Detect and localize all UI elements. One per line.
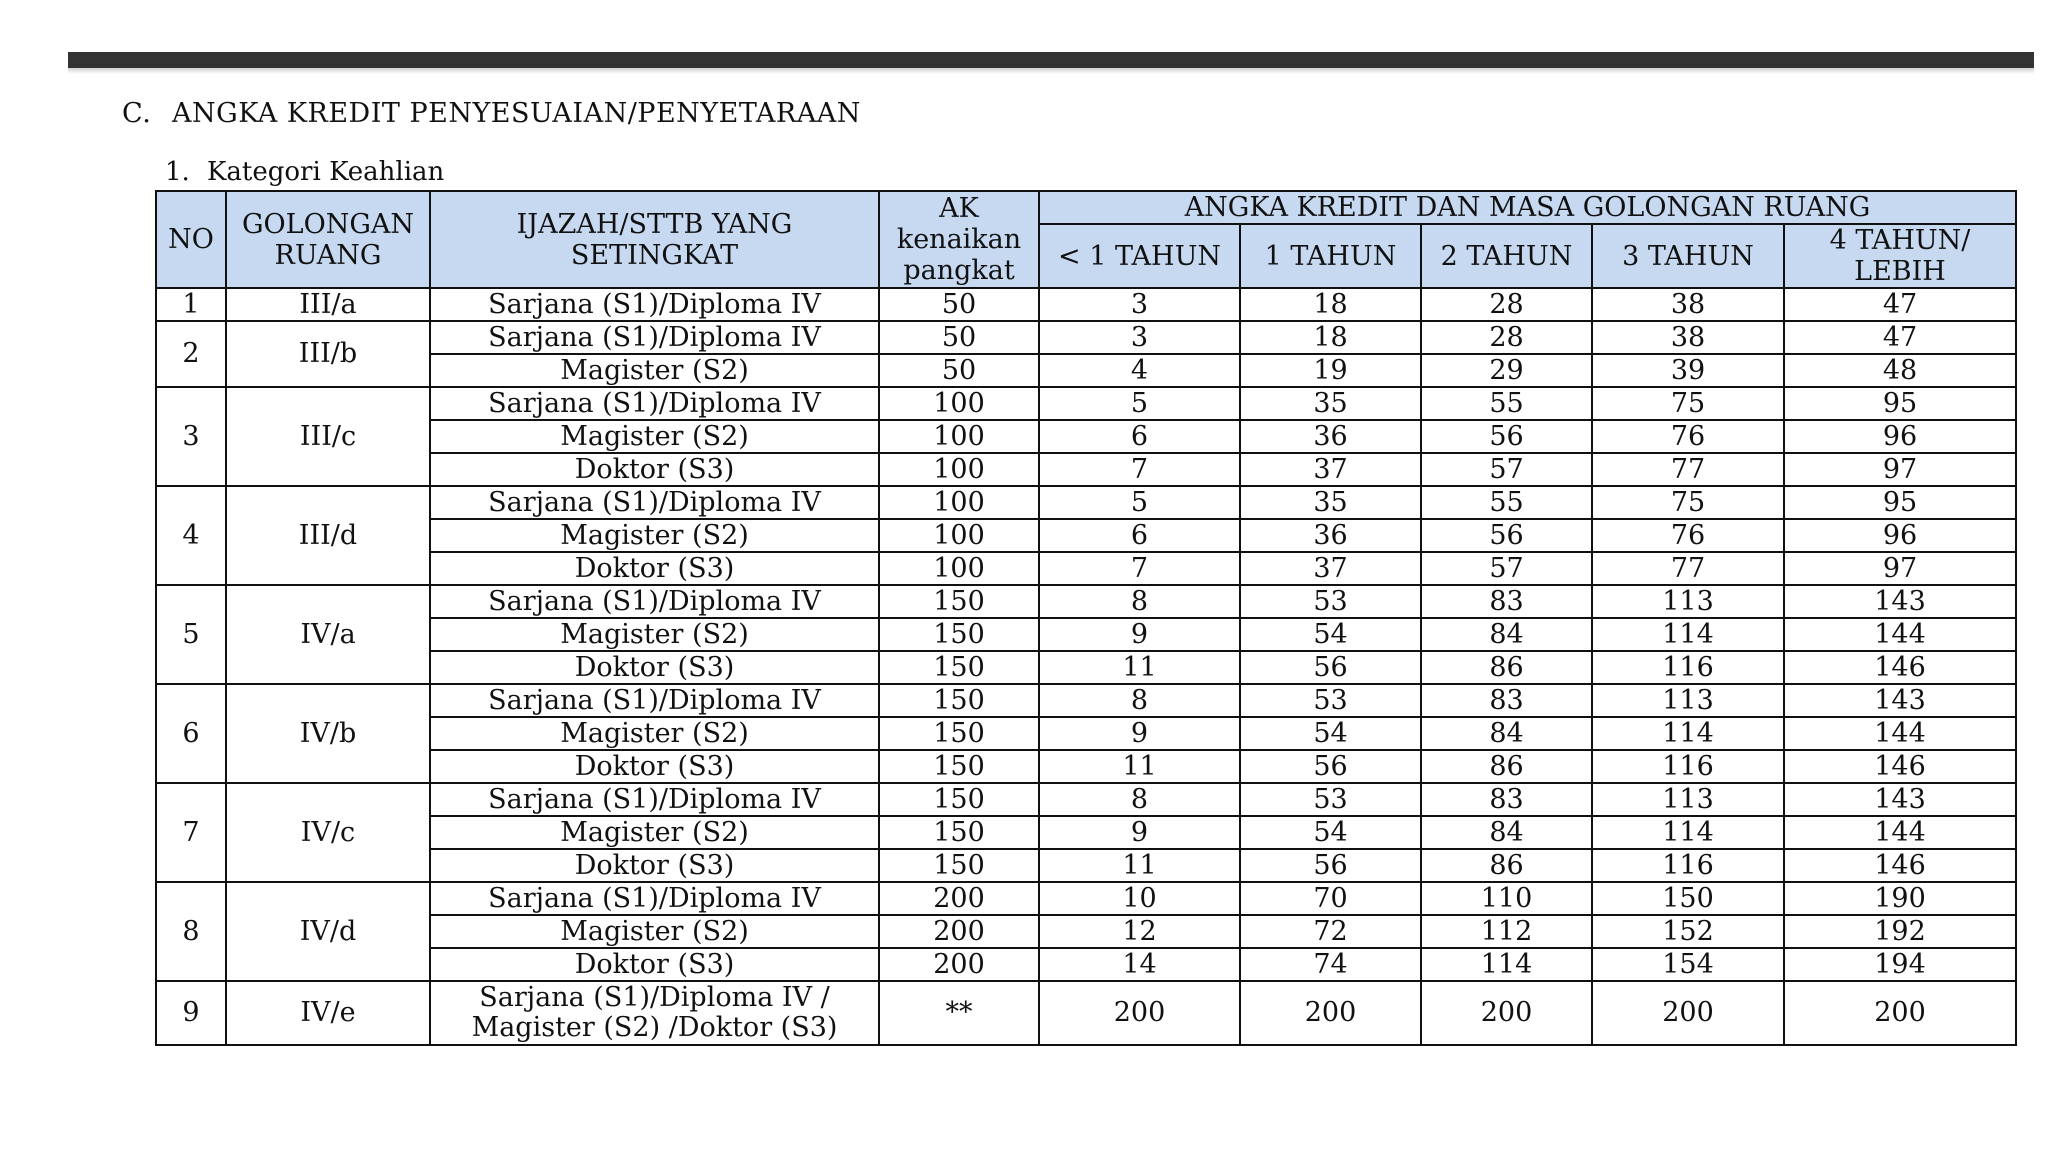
- table-row: [156, 948, 2016, 981]
- cell-lt1: 3: [1039, 288, 1240, 321]
- table-row: [156, 420, 2016, 453]
- header-group: ANGKA KREDIT DAN MASA GOLONGAN RUANG: [1039, 191, 2016, 224]
- table-row: [156, 585, 2016, 618]
- cell-2-tahun: 110: [1421, 882, 1592, 915]
- cell-3-tahun: 77: [1592, 552, 1784, 585]
- cell-ijazah: Doktor (S3): [430, 552, 879, 585]
- cell-3-tahun: 38: [1592, 321, 1784, 354]
- cell-ak: 100: [879, 387, 1039, 420]
- header-col-4plus-line2: LEBIH: [1854, 256, 1946, 287]
- cell-3-tahun: 150: [1592, 882, 1784, 915]
- cell-2-tahun: 200: [1421, 981, 1592, 1045]
- cell-3-tahun: 114: [1592, 816, 1784, 849]
- cell-golongan: III/b: [226, 321, 430, 387]
- cell-lt1: 8: [1039, 585, 1240, 618]
- subsection-number: 1.: [165, 157, 190, 187]
- header-ak-line3: pangkat: [903, 255, 1015, 286]
- cell-1-tahun: 35: [1240, 486, 1421, 519]
- cell-3-tahun: 114: [1592, 618, 1784, 651]
- table-row: [156, 915, 2016, 948]
- cell-ak: 100: [879, 519, 1039, 552]
- cell-golongan: IV/d: [226, 882, 430, 981]
- header-golongan-line2: RUANG: [274, 239, 382, 271]
- cell-4-tahun-plus: 144: [1784, 717, 2016, 750]
- cell-no: 4: [156, 486, 226, 585]
- cell-2-tahun: 86: [1421, 750, 1592, 783]
- table-row: [156, 486, 2016, 519]
- cell-1-tahun: 56: [1240, 651, 1421, 684]
- cell-2-tahun: 56: [1421, 420, 1592, 453]
- cell-2-tahun: 55: [1421, 486, 1592, 519]
- cell-1-tahun: 19: [1240, 354, 1421, 387]
- section-title: ANGKA KREDIT PENYESUAIAN/PENYETARAAN: [172, 98, 861, 129]
- cell-ak: 150: [879, 816, 1039, 849]
- cell-lt1: 9: [1039, 816, 1240, 849]
- table-row: [156, 387, 2016, 420]
- cell-4-tahun-plus: 143: [1784, 585, 2016, 618]
- cell-2-tahun: 28: [1421, 288, 1592, 321]
- cell-2-tahun: 114: [1421, 948, 1592, 981]
- cell-3-tahun: 38: [1592, 288, 1784, 321]
- table-row: [156, 519, 2016, 552]
- cell-1-tahun: 53: [1240, 684, 1421, 717]
- cell-1-tahun: 72: [1240, 915, 1421, 948]
- cell-4-tahun-plus: 146: [1784, 750, 2016, 783]
- cell-2-tahun: 83: [1421, 783, 1592, 816]
- cell-1-tahun: 56: [1240, 849, 1421, 882]
- subsection-title: Kategori Keahlian: [207, 157, 445, 187]
- cell-ak: 150: [879, 618, 1039, 651]
- cell-3-tahun: 113: [1592, 684, 1784, 717]
- cell-ijazah: Magister (S2): [430, 915, 879, 948]
- cell-no: 3: [156, 387, 226, 486]
- table-row: [156, 288, 2016, 321]
- section-letter: C.: [122, 98, 152, 129]
- cell-ijazah: Sarjana (S1)/Diploma IV: [430, 783, 879, 816]
- cell-lt1: 200: [1039, 981, 1240, 1045]
- cell-2-tahun: 86: [1421, 849, 1592, 882]
- cell-golongan: IV/c: [226, 783, 430, 882]
- table-row: [156, 750, 2016, 783]
- cell-no: 7: [156, 783, 226, 882]
- cell-1-tahun: 200: [1240, 981, 1421, 1045]
- cell-2-tahun: 28: [1421, 321, 1592, 354]
- cell-ijazah: Doktor (S3): [430, 849, 879, 882]
- top-bar: [68, 52, 2034, 68]
- cell-4-tahun-plus: 47: [1784, 321, 2016, 354]
- cell-1-tahun: 54: [1240, 618, 1421, 651]
- cell-1-tahun: 37: [1240, 453, 1421, 486]
- header-col-2: 2 TAHUN: [1421, 224, 1592, 288]
- cell-2-tahun: 57: [1421, 552, 1592, 585]
- cell-ijazah: Sarjana (S1)/Diploma IV: [430, 882, 879, 915]
- header-col-lt1: < 1 TAHUN: [1039, 224, 1240, 288]
- cell-3-tahun: 116: [1592, 849, 1784, 882]
- cell-3-tahun: 154: [1592, 948, 1784, 981]
- cell-4-tahun-plus: 200: [1784, 981, 2016, 1045]
- cell-4-tahun-plus: 143: [1784, 783, 2016, 816]
- cell-no: 8: [156, 882, 226, 981]
- header-ak-line2: kenaikan: [896, 224, 1022, 255]
- cell-ak: 200: [879, 948, 1039, 981]
- header-col-4plus: [1784, 224, 2016, 288]
- cell-lt1: 7: [1039, 552, 1240, 585]
- cell-4-tahun-plus: 97: [1784, 552, 2016, 585]
- cell-2-tahun: 86: [1421, 651, 1592, 684]
- cell-golongan: III/c: [226, 387, 430, 486]
- cell-golongan: IV/a: [226, 585, 430, 684]
- cell-2-tahun: 84: [1421, 618, 1592, 651]
- cell-ak: 50: [879, 321, 1039, 354]
- cell-4-tahun-plus: 143: [1784, 684, 2016, 717]
- header-ak: [879, 191, 1039, 288]
- cell-3-tahun: 114: [1592, 717, 1784, 750]
- cell-1-tahun: 36: [1240, 519, 1421, 552]
- cell-1-tahun: 70: [1240, 882, 1421, 915]
- cell-3-tahun: 113: [1592, 585, 1784, 618]
- cell-ijazah: [430, 981, 879, 1045]
- cell-ijazah: Sarjana (S1)/Diploma IV: [430, 684, 879, 717]
- cell-ijazah: Sarjana (S1)/Diploma IV: [430, 321, 879, 354]
- cell-lt1: 9: [1039, 618, 1240, 651]
- header-col-3: 3 TAHUN: [1592, 224, 1784, 288]
- table-row: [156, 651, 2016, 684]
- cell-ak: 100: [879, 552, 1039, 585]
- cell-4-tahun-plus: 95: [1784, 387, 2016, 420]
- header-golongan-line1: GOLONGAN: [241, 208, 415, 240]
- cell-4-tahun-plus: 144: [1784, 816, 2016, 849]
- table-body: [156, 288, 2016, 1045]
- cell-ak: 150: [879, 585, 1039, 618]
- cell-1-tahun: 56: [1240, 750, 1421, 783]
- table-row: [156, 453, 2016, 486]
- cell-lt1: 12: [1039, 915, 1240, 948]
- cell-ijazah: Doktor (S3): [430, 948, 879, 981]
- cell-2-tahun: 83: [1421, 684, 1592, 717]
- cell-1-tahun: 35: [1240, 387, 1421, 420]
- table-row: [156, 882, 2016, 915]
- cell-lt1: 11: [1039, 750, 1240, 783]
- section-heading: [122, 98, 861, 129]
- cell-ak: 150: [879, 783, 1039, 816]
- cell-ijazah: Sarjana (S1)/Diploma IV: [430, 585, 879, 618]
- cell-ak: 150: [879, 849, 1039, 882]
- cell-ijazah: Magister (S2): [430, 717, 879, 750]
- cell-lt1: 6: [1039, 420, 1240, 453]
- table-row: [156, 684, 2016, 717]
- cell-golongan: III/d: [226, 486, 430, 585]
- cell-ijazah: Magister (S2): [430, 816, 879, 849]
- cell-lt1: 5: [1039, 486, 1240, 519]
- cell-lt1: 3: [1039, 321, 1240, 354]
- cell-golongan: III/a: [226, 288, 430, 321]
- cell-ijazah: Sarjana (S1)/Diploma IV: [430, 288, 879, 321]
- cell-3-tahun: 75: [1592, 387, 1784, 420]
- cell-ijazah: Doktor (S3): [430, 750, 879, 783]
- cell-3-tahun: 39: [1592, 354, 1784, 387]
- cell-ak: 200: [879, 882, 1039, 915]
- header-ak-line1: AK: [939, 193, 979, 224]
- table-row: [156, 981, 2016, 1045]
- cell-lt1: 7: [1039, 453, 1240, 486]
- table-row: [156, 354, 2016, 387]
- cell-1-tahun: 54: [1240, 816, 1421, 849]
- cell-2-tahun: 57: [1421, 453, 1592, 486]
- cell-4-tahun-plus: 96: [1784, 519, 2016, 552]
- cell-lt1: 11: [1039, 651, 1240, 684]
- header-ijazah-line2: SETINGKAT: [570, 239, 739, 271]
- cell-no: 1: [156, 288, 226, 321]
- cell-ijazah: Magister (S2): [430, 618, 879, 651]
- cell-ijazah: Magister (S2): [430, 420, 879, 453]
- header-col-1: 1 TAHUN: [1240, 224, 1421, 288]
- cell-4-tahun-plus: 96: [1784, 420, 2016, 453]
- cell-4-tahun-plus: 194: [1784, 948, 2016, 981]
- cell-2-tahun: 84: [1421, 717, 1592, 750]
- cell-1-tahun: 53: [1240, 783, 1421, 816]
- cell-ijazah: Magister (S2): [430, 354, 879, 387]
- table-row: [156, 816, 2016, 849]
- cell-4-tahun-plus: 97: [1784, 453, 2016, 486]
- cell-ijazah-line1: Sarjana (S1)/Diploma IV /: [479, 982, 830, 1013]
- cell-lt1: 8: [1039, 783, 1240, 816]
- cell-lt1: 8: [1039, 684, 1240, 717]
- cell-3-tahun: 75: [1592, 486, 1784, 519]
- cell-4-tahun-plus: 47: [1784, 288, 2016, 321]
- cell-lt1: 11: [1039, 849, 1240, 882]
- cell-ak: 200: [879, 915, 1039, 948]
- cell-golongan: IV/e: [226, 981, 430, 1045]
- cell-1-tahun: 18: [1240, 288, 1421, 321]
- header-ijazah: [430, 191, 879, 288]
- cell-ak: 150: [879, 651, 1039, 684]
- cell-1-tahun: 18: [1240, 321, 1421, 354]
- cell-lt1: 10: [1039, 882, 1240, 915]
- cell-3-tahun: 77: [1592, 453, 1784, 486]
- table-row: [156, 618, 2016, 651]
- cell-1-tahun: 53: [1240, 585, 1421, 618]
- cell-1-tahun: 54: [1240, 717, 1421, 750]
- cell-lt1: 9: [1039, 717, 1240, 750]
- cell-4-tahun-plus: 95: [1784, 486, 2016, 519]
- cell-4-tahun-plus: 144: [1784, 618, 2016, 651]
- table-row: [156, 321, 2016, 354]
- table-row: [156, 849, 2016, 882]
- table-row: [156, 552, 2016, 585]
- cell-3-tahun: 200: [1592, 981, 1784, 1045]
- cell-ijazah: Magister (S2): [430, 519, 879, 552]
- cell-4-tahun-plus: 146: [1784, 849, 2016, 882]
- cell-no: 2: [156, 321, 226, 387]
- cell-2-tahun: 55: [1421, 387, 1592, 420]
- cell-4-tahun-plus: 48: [1784, 354, 2016, 387]
- cell-ak: 150: [879, 717, 1039, 750]
- cell-3-tahun: 116: [1592, 651, 1784, 684]
- cell-2-tahun: 84: [1421, 816, 1592, 849]
- cell-3-tahun: 116: [1592, 750, 1784, 783]
- table-row: [156, 783, 2016, 816]
- cell-ak: 100: [879, 453, 1039, 486]
- cell-2-tahun: 56: [1421, 519, 1592, 552]
- cell-1-tahun: 37: [1240, 552, 1421, 585]
- table-row: [156, 717, 2016, 750]
- cell-ak: 150: [879, 684, 1039, 717]
- header-ijazah-line1: IJAZAH/STTB YANG: [516, 208, 793, 240]
- cell-golongan: IV/b: [226, 684, 430, 783]
- cell-ijazah: Sarjana (S1)/Diploma IV: [430, 486, 879, 519]
- header-golongan: [226, 191, 430, 288]
- cell-3-tahun: 76: [1592, 420, 1784, 453]
- cell-ijazah: Doktor (S3): [430, 651, 879, 684]
- cell-no: 6: [156, 684, 226, 783]
- cell-3-tahun: 152: [1592, 915, 1784, 948]
- subsection-heading: [165, 157, 444, 187]
- cell-4-tahun-plus: 146: [1784, 651, 2016, 684]
- cell-ak: 100: [879, 420, 1039, 453]
- cell-lt1: 4: [1039, 354, 1240, 387]
- cell-lt1: 14: [1039, 948, 1240, 981]
- cell-ak: 50: [879, 354, 1039, 387]
- top-bar-shadow: [68, 68, 2034, 74]
- cell-ijazah: Doktor (S3): [430, 453, 879, 486]
- cell-ak: 50: [879, 288, 1039, 321]
- cell-2-tahun: 83: [1421, 585, 1592, 618]
- cell-lt1: 5: [1039, 387, 1240, 420]
- cell-ijazah: Sarjana (S1)/Diploma IV: [430, 387, 879, 420]
- cell-3-tahun: 76: [1592, 519, 1784, 552]
- cell-4-tahun-plus: 190: [1784, 882, 2016, 915]
- cell-4-tahun-plus: 192: [1784, 915, 2016, 948]
- cell-1-tahun: 36: [1240, 420, 1421, 453]
- header-no: NO: [156, 191, 226, 288]
- cell-ak: 150: [879, 750, 1039, 783]
- cell-1-tahun: 74: [1240, 948, 1421, 981]
- cell-2-tahun: 112: [1421, 915, 1592, 948]
- cell-ak: **: [879, 981, 1039, 1045]
- header-col-4plus-line1: 4 TAHUN/: [1829, 225, 1971, 256]
- cell-3-tahun: 113: [1592, 783, 1784, 816]
- cell-2-tahun: 29: [1421, 354, 1592, 387]
- cell-no: 9: [156, 981, 226, 1045]
- credit-table: [155, 190, 2017, 1046]
- cell-lt1: 6: [1039, 519, 1240, 552]
- cell-ijazah-line2: Magister (S2) /Doktor (S3): [471, 1012, 838, 1043]
- cell-ak: 100: [879, 486, 1039, 519]
- cell-no: 5: [156, 585, 226, 684]
